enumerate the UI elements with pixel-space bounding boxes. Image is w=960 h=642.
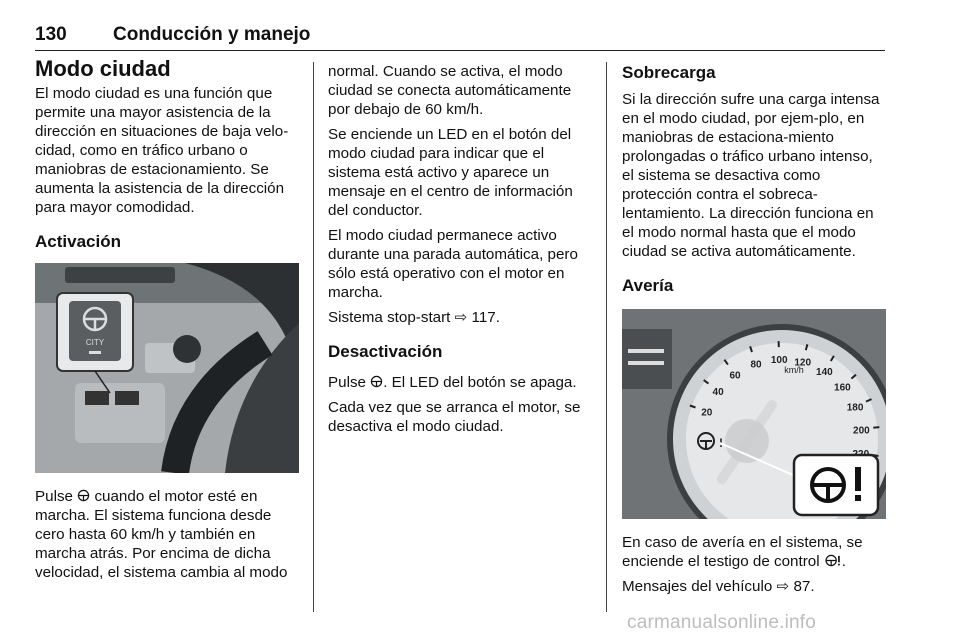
page-title: Conducción y manejo [113, 24, 311, 45]
activation-heading: Activación [35, 232, 121, 251]
paragraph: Cada vez que se arranca el motor, se desactiva el modo ciudad. [328, 399, 581, 435]
page-number: 130 [35, 24, 67, 45]
section-heading: Modo ciudad [35, 56, 171, 81]
cross-reference: Mensajes del vehículo ⇨ 87. [622, 578, 815, 595]
gauge-tick-label: 160 [834, 382, 851, 394]
steering-wheel-icon [370, 375, 383, 388]
gauge-tick-label: 80 [750, 359, 762, 371]
gauge-tick-label: 100 [770, 355, 788, 366]
paragraph: normal. Cuando se activa, el modo ciudad se conecta automáticamente por debajo de 60 km/h. [328, 63, 572, 118]
watermark: carmanualsonline.info [627, 612, 817, 633]
speedometer-figure [622, 309, 886, 519]
fault-heading: Avería [622, 276, 674, 295]
column-2 [328, 62, 592, 442]
column-divider [313, 62, 314, 612]
gauge-tick-label: 60 [729, 370, 741, 382]
paragraph: Se enciende un LED en el botón del modo ciudad para indicar que el sistema está activo y aparece un mensaje en el centro de información del conductor. [328, 126, 573, 219]
gauge-unit: km/h [784, 365, 804, 375]
gauge-tick-label: 20 [701, 407, 713, 419]
gauge-tick-label: 120 [794, 357, 812, 369]
steering-fault-icon [824, 554, 842, 567]
gauge-tick-label: 40 [712, 386, 724, 398]
column-1 [35, 56, 299, 588]
gauge-tick-label: 200 [853, 425, 870, 437]
steering-wheel-icon [77, 489, 90, 502]
intro-paragraph: El modo ciudad es una función que permite una mayor asistencia de la dirección en situaciones de baja velo-cidad, como en tráfico urbano o maniobras de estacionamiento. Se aumenta la asistencia de la dirección para mayor comodidad. [35, 85, 289, 216]
city-label: CITY [85, 338, 105, 347]
gauge-tick-label: 140 [816, 367, 833, 379]
overload-heading: Sobrecarga [622, 63, 716, 82]
deactivation-paragraph: Pulse . El LED del botón se apaga. [328, 374, 577, 391]
activation-paragraph: Pulse cuando el motor esté en marcha. El sistema funciona desde cero hasta 60 km/h y también en marcha atrás. Por encima de dicha velocidad, el sistema cambia al modo [35, 488, 288, 581]
paragraph: El modo ciudad permanece activo durante una parada automática, pero sólo está operativo con el motor en marcha. [328, 227, 578, 301]
gauge-tick [873, 427, 879, 428]
overload-paragraph: Si la dirección sufre una carga intensa en el modo ciudad, por ejem-plo, en maniobras de estaciona-miento prolongadas o tráfico urbano intenso, el sistema se desactiva como protección contra el sobreca-lentamiento. La dirección funciona en el modo normal hasta que el modo ciudad se activa automáticamente. [622, 91, 880, 260]
column-divider [606, 62, 607, 612]
column-3 [622, 62, 886, 602]
deactivation-heading: Desactivación [328, 342, 443, 361]
city-button-figure [35, 263, 299, 473]
cross-reference: Sistema stop-start ⇨ 117. [328, 309, 500, 326]
page-header [35, 24, 885, 51]
gauge-tick-label: 180 [846, 402, 864, 414]
fault-paragraph: En caso de avería en el sistema, se enciende el testigo de control . [622, 534, 863, 570]
